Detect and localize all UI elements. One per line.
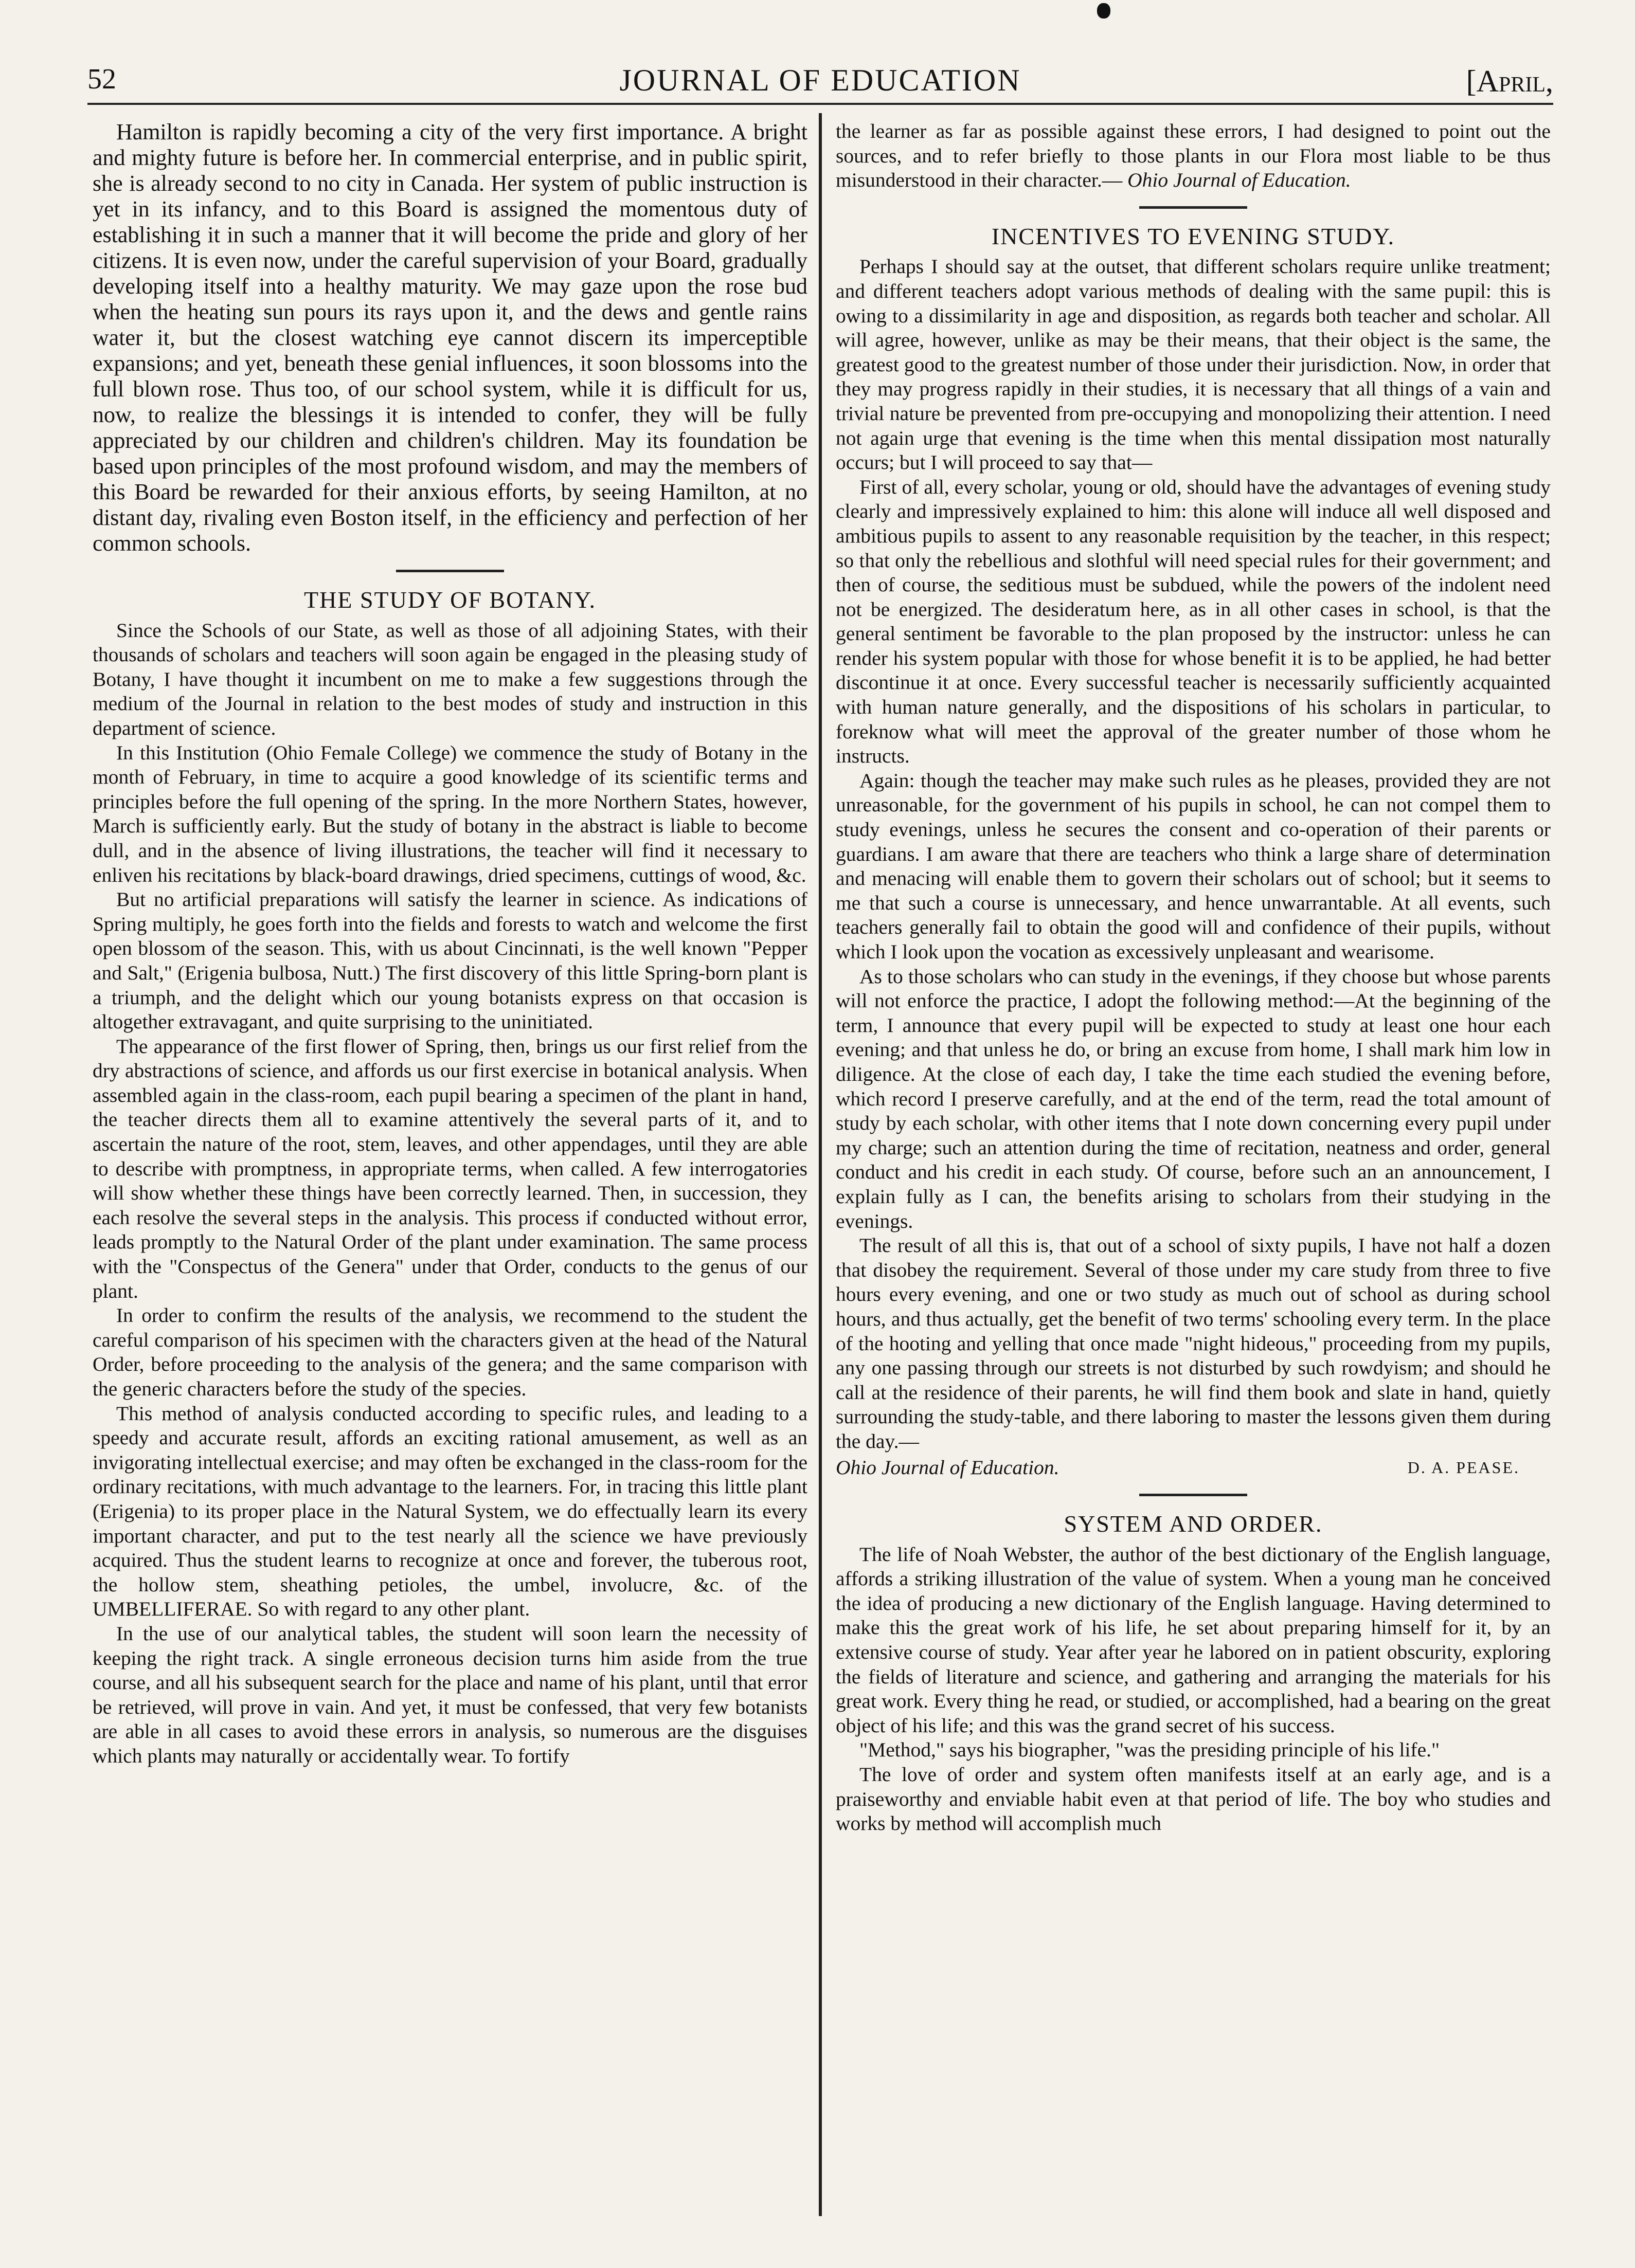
hamilton-paragraph: Hamilton is rapidly becoming a city of the very first importance. A bright and mighty future is before her. In commercial enterprise, and in public spirit, she is already second to no city in Canada. Her system of public instruction is yet in its infancy, and to this Board is assigned the momentous duty of establishing it in such a manner that it will become the pride and glory of her citizens. It is even now, under the careful supervision of your Board, gradually developing itself into a healthy maturity. We may gaze upon the rose bud when the heating sun pours its rays upon it, and the dews and gentle rains water it, but the closest watching eye cannot discern its imperceptible expansions; and yet, beneath these genial influences, it soon blossoms into the full blown rose. Thus too, of our school system, while it is difficult for us, now, to realize the blessings it is intended to confer, they will be fully appreciated by our children and children's children. May its foundation be based upon principles of the most profound wisdom, and may the members of this Board be rewarded for their anxious efforts, by seeing Hamilton, at no distant day, rivaling even Boston itself, in the efficiency and perfection of her common schools. (93, 119, 807, 556)
incentives-source: Ohio Journal of Education. (836, 1456, 1059, 1479)
botany-paragraph-5: In order to confirm the results of the analysis, we recommend to the student the careful comparison of his specimen with the characters given at the head of the Natural Order, before proceeding to the analysis of the genera; and the same comparison with the generic characters before the study of the species. (93, 1304, 807, 1400)
botany-paragraph-2: In this Institution (Ohio Female College) we commence the study of Botany in the month of February, in time to acquire a good knowledge of its scientific terms and principles before the full opening of the spring. In the more Northern States, however, March is sufficiently early. But the study of botany in the abstract is liable to become dull, and in the absence of living illustrations, the teacher will find it necessary to enliven his recitations by black-board drawings, dried specimens, cuttings of wood, &c. (93, 741, 807, 886)
issue-month: [April, (1466, 64, 1553, 98)
page-number: 52 (87, 63, 116, 95)
left-column (93, 119, 807, 2217)
section-separator (1139, 1494, 1247, 1496)
system-paragraph-2: "Method," says his biographer, "was the presiding principle of his life." (859, 1738, 1440, 1762)
system-heading: SYSTEM AND ORDER. (1064, 1511, 1323, 1537)
incentives-author: D. A. PEASE. (1407, 1458, 1520, 1477)
botany-continuation: the learner as far as possible against these errors, I had designed to point out the sources, and to refer briefly to those plants in our Flora most liable to be thus misunderstood in their character.— Ohio Journal of Education. (836, 120, 1551, 192)
system-paragraph-3: The love of order and system often manifests itself at an early age, and is a praiseworthy and enviable habit even at that period of life. The boy who studies and works by method will accomplish much (836, 1763, 1551, 1835)
journal-title: JOURNAL OF EDUCATION (619, 63, 1021, 97)
column-rule (819, 113, 822, 2216)
botany-continuation-text: the learner as far as possible against these errors, I had designed to point out the sources, and to refer briefly to those plants in our Flora most liable to be thus misunderstood in their character. (836, 120, 1551, 192)
botany-paragraph-4: The appearance of the first flower of Spring, then, brings us our first relief from the dry abstractions of science, and affords us our first exercise in botanical analysis. When assembled again in the class-room, each pupil bearing a specimen of the plant in hand, the teacher directs them all to examine attentively the several parts of it, and to ascertain the nature of the root, stem, leaves, and other appendages, until they are able to describe with promptness, in appropriate terms, when called. A few interrogatories will show whether these things have been correctly learned. Then, in succession, they each resolve the several steps in the analysis. This process if conducted without error, leads promptly to the Natural Order of the plant under examination. The same process with the "Conspectus of the Genera" under that Order, conducts to the genus of our plant. (93, 1035, 807, 1302)
system-paragraph-1: The life of Noah Webster, the author of the best dictionary of the English language, affords a striking illustration of the value of system. When a young man he conceived the idea of producing a new dictionary of the English language. Having determined to make this the great work of his life, he set about preparing himself for it, by an extensive course of study. Year after year he labored on in patient obscurity, exploring the fields of literature and science, and gathering and arranging the materials for his great work. Every thing he read, or studied, or accomplished, had a bearing on the great object of his life; and this was the grand secret of his success. (836, 1543, 1551, 1737)
incentives-paragraph-5: The result of all this is, that out of a school of sixty pupils, I have not half a dozen that disobey the requirement. Several of those under my care study from three to five hours every evening, and one or two study as much out of school as during school hours, and thus actually, get the benefit of two terms' schooling every term. In the place of the hooting and yelling that once made "night hideous," proceeding from my pupils, any one passing through our streets is not disturbed by such rowdyism; and should he call at the residence of their parents, he will find them book and slate in hand, quietly surrounding the study-table, and there laboring to master the lessons given them during the day.— (836, 1234, 1551, 1453)
section-separator (396, 570, 504, 572)
incentives-paragraph-3: Again: though the teacher may make such rules as he pleases, provided they are not unreasonable, for the government of his pupils in school, he can not compel them to study evenings, unless he secures the consent and co-operation of their parents or guardians. I am aware that there are teachers who think a large share of determination and menacing will enable them to govern their scholars out of school; but it seems to me that such a course is unnecessary, and hence unwarrantable. At all events, such teachers generally fail to obtain the good will and confidence of their pupils, without which I look upon the vocation as excessively unpleasant and wearisome. (836, 769, 1551, 963)
botany-paragraph-1: Since the Schools of our State, as well as those of all adjoining States, with their thousands of scholars and teachers will soon again be engaged in the pleasing study of Botany, I have thought it incumbent on me to make a few suggestions through the medium of the Journal in relation to the best modes of study and instruction in this department of science. (93, 619, 807, 739)
right-column (836, 119, 1551, 2217)
botany-source: Ohio Journal of Education. (1127, 169, 1351, 192)
incentives-paragraph-1: Perhaps I should say at the outset, that different scholars require unlike treatment; and different teachers adopt various methods of dealing with the same pupil: this is owing to a dissimilarity in age and disposition, as regards both teacher and scholar. All will agree, however, unlike as may be their means, that their object is the same, the greatest good to the greatest number of those under their jurisdiction. Now, in order that they may progress rapidly in their studies, it is necessary that all things of a vain and trivial nature be prevented from pre-occupying and monopolizing their attention. I need not again urge that evening is the time when this mental dissipation most naturally occurs; but I will proceed to say that— (836, 255, 1551, 474)
botany-paragraph-7: In the use of our analytical tables, the student will soon learn the necessity of keeping the right track. A single erroneous decision turns him aside from the true course, and all his subsequent search for the place and name of his plant, until that error be retrieved, will prove in vain. And yet, it must be confessed, that very few botanists are able in all cases to avoid these errors in analysis, so numerous are the disguises which plants may naturally or accidentally wear. To fortify (93, 1622, 807, 1767)
incentives-signature (836, 1456, 1551, 1480)
section-separator (1139, 206, 1247, 209)
incentives-paragraph-4: As to those scholars who can study in the evenings, if they choose but whose parents will not enforce the practice, I adopt the following method:—At the beginning of the term, I announce that every pupil will be expected to study at least one hour each evening; and that unless he do, or bring an excuse from home, I shall mark him low in diligence. At the close of each day, I take the time each studied the evening before, which record I preserve carefully, and at the end of the term, read the total amount of study by each scholar, with other items that I note down concerning every pupil under my charge; such an attention during the time of recitation, neatness and order, general conduct and his credit in each study. Of course, before such an an announcement, I explain fully as I can, the benefits arising to scholars from their studying in the evenings. (836, 965, 1551, 1232)
botany-paragraph-6: This method of analysis conducted according to specific rules, and leading to a speedy and accurate result, affords an exciting rational amusement, as well as an invigorating intellectual exercise; and may often be exchanged in the class-room for the ordinary recitations, with much advantage to the learners. For, in tracing this little plant (Erigenia) to its proper place in the Natural System, we do effectually learn its every important character, and put to the test nearly all the science we have previously acquired. Thus the student learns to recognize at once and forever, the tuberous root, the hollow stem, sheathing petioles, the umbel, involucre, &c. of the UMBELLIFERAE. So with regard to any other plant. (93, 1402, 807, 1621)
botany-heading: THE STUDY OF BOTANY. (304, 587, 596, 613)
ink-mark (1097, 3, 1110, 19)
botany-paragraph-3: But no artificial preparations will satisfy the learner in science. As indications of Spring multiply, he goes forth into the fields and forests to watch and welcome the first open blossom of the season. This, with us about Cincinnati, is the well known "Pepper and Salt," (Erigenia bulbosa, Nutt.) The first discovery of this little Spring-born plant is a triumph, and the delight which our young botanists express on that occasion is altogether extravagant, and quite surprising to the uninitiated. (93, 888, 807, 1033)
page-header (87, 57, 1553, 105)
incentives-paragraph-2: First of all, every scholar, young or old, should have the advantages of evening study clearly and impressively explained to him: this alone will induce all well disposed and ambitious pupils to assent to any reasonable requisition by the teacher, in this respect; so that only the rebellious and slothful will need special rules for their government; and then of course, the seditious must be subdued, while the powers of the indolent need not be energized. The desideratum here, as in all other cases in school, is that the general sentiment be favorable to the plan proposed by the instructor: unless he can render his system popular with those for whose benefit it is to be applied, he had better discontinue it at once. Every successful teacher is necessarily sufficiently acquainted with human nature generally, and the dispositions of his scholars in particular, to foreknow what will meet the approval of the greater number of those whom he instructs. (836, 475, 1551, 768)
incentives-heading: INCENTIVES TO EVENING STUDY. (991, 223, 1395, 249)
